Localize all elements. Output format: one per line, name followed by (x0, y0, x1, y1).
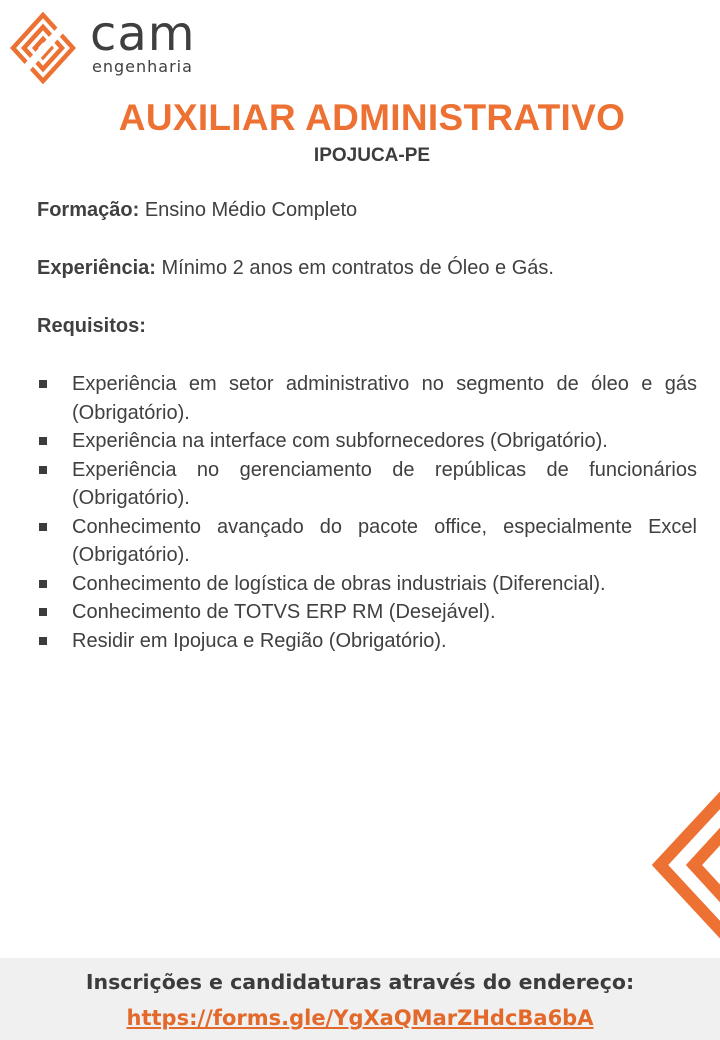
square-bullet-icon (39, 608, 47, 616)
footer-bar (0, 958, 720, 1040)
list-item (37, 570, 697, 599)
square-bullet-icon (39, 637, 47, 645)
list-item-text: Conhecimento de TOTVS ERP RM (Desejável). (72, 601, 496, 623)
requisitos-label: Requisitos: (37, 315, 146, 337)
footer-text: Inscrições e candidaturas através do endereço: (85, 970, 635, 994)
formacao-label: Formação: (37, 199, 140, 221)
list-item-text: Conhecimento de logística de obras industriais (Diferencial). (72, 572, 606, 595)
requisitos-list (37, 370, 697, 655)
experiencia-row (37, 256, 554, 280)
list-item-text: Conhecimento avançado do pacote office, especialmente Excel (Obrigatório). (72, 515, 697, 566)
job-title: AUXILIAR ADMINISTRATIVO (118, 97, 626, 138)
application-link[interactable]: https://forms.gle/YgXaQMarZHdcBa6bA (126, 1006, 594, 1030)
list-item (37, 598, 697, 627)
requisitos-heading (37, 314, 146, 338)
list-item (37, 513, 697, 570)
brand-subtitle: engenharia (92, 57, 193, 76)
list-item-text: Experiência no gerenciamento de repúblicas de funcionários (Obrigatório). (72, 458, 697, 509)
square-bullet-icon (39, 466, 47, 474)
experiencia-value: Mínimo 2 anos em contratos de Óleo e Gás. (161, 257, 554, 279)
cam-logo-icon (10, 12, 76, 84)
square-bullet-icon (39, 380, 47, 388)
square-bullet-icon (39, 580, 47, 588)
brand-name: cam (90, 6, 196, 62)
list-item (37, 456, 697, 513)
job-location: IPOJUCA-PE (313, 145, 431, 166)
formacao-row (37, 198, 357, 222)
square-bullet-icon (39, 523, 47, 531)
list-item-text: Residir em Ipojuca e Região (Obrigatório). (72, 629, 447, 652)
list-item (37, 370, 697, 427)
experiencia-label: Experiência: (37, 257, 156, 279)
list-item (37, 627, 697, 656)
list-item-text: Experiência em setor administrativo no segmento de óleo e gás (Obrigatório). (72, 373, 697, 424)
list-item (37, 427, 697, 456)
square-bullet-icon (39, 437, 47, 445)
formacao-value: Ensino Médio Completo (144, 199, 358, 221)
chevron-decoration-icon (652, 780, 720, 950)
list-item-text: Experiência na interface com subfornecedores (Obrigatório). (72, 430, 608, 452)
